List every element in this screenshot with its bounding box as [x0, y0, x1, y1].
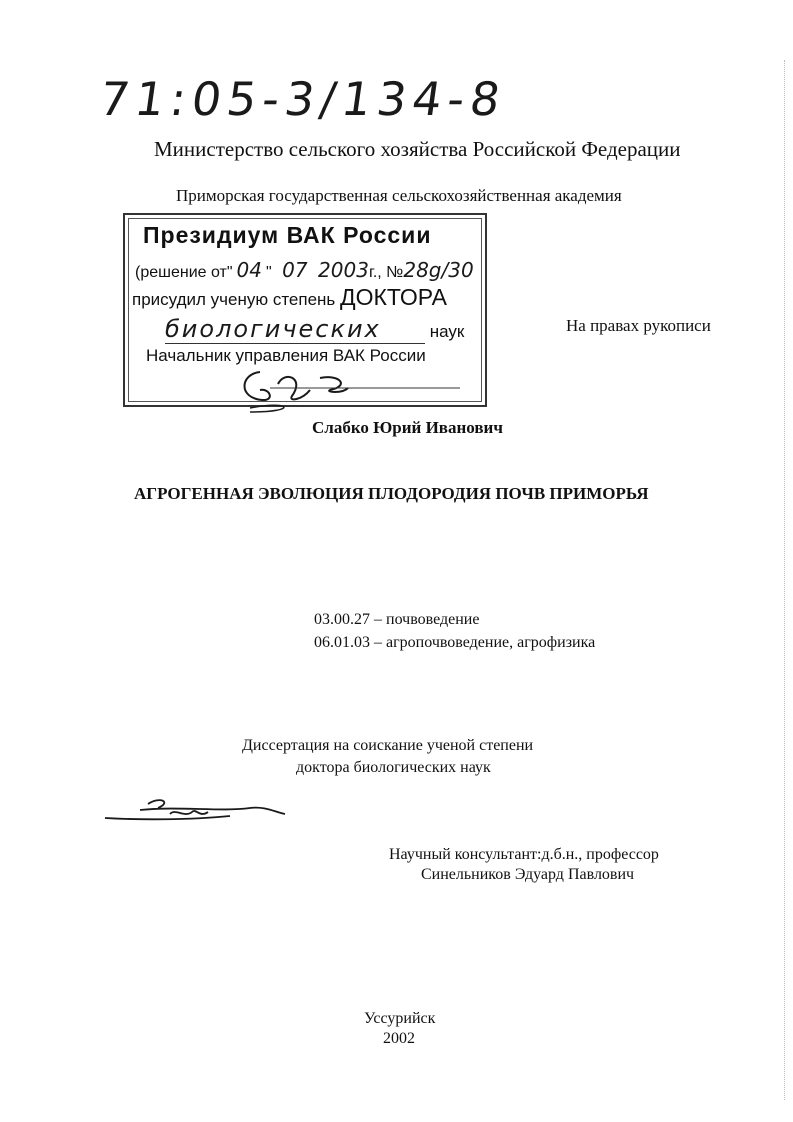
stamp-decision-number: 28g/30: [403, 258, 474, 282]
stamp-science-suffix: наук: [429, 322, 465, 341]
dissertation-type-line1: Диссертация на соискание ученой степени: [242, 737, 534, 754]
ministry-heading: Министерство сельского хозяйства Российской Федерации: [154, 137, 681, 161]
stamp-decision-day: 04: [236, 258, 262, 282]
author-name: Слабко Юрий Иванович: [312, 418, 503, 437]
stamp-decision-month: 07: [282, 258, 308, 282]
author-signature: [100, 790, 290, 830]
stamp-science-handwritten: биологических: [165, 315, 425, 344]
stamp-decision-line: [135, 258, 474, 282]
stamp-decision-quote-close: ": [266, 264, 272, 281]
rights-note: На правах рукописи: [566, 316, 711, 335]
archive-number: 71:05-3/134-8: [96, 72, 510, 126]
dissertation-type-line2: доктора биологических наук: [296, 759, 491, 776]
stamp-awarded-degree: ДОКТОРА: [340, 284, 447, 310]
stamp-signature: [230, 360, 470, 415]
year: 2002: [383, 1030, 415, 1047]
city: Уссурийск: [364, 1010, 436, 1027]
specialty-1: 03.00.27 – почвоведение: [314, 611, 480, 628]
stamp-awarded-line: [132, 284, 447, 311]
stamp-awarded-prefix: присудил ученую степень: [132, 290, 336, 309]
stamp-decision-number-prefix: г., №: [368, 264, 404, 281]
stamp-decision-year: 2003: [318, 258, 369, 282]
scan-edge-artifact: [784, 60, 787, 1100]
stamp-science-line: [165, 315, 464, 344]
dissertation-title: АГРОГЕННАЯ ЭВОЛЮЦИЯ ПЛОДОРОДИЯ ПОЧВ ПРИМОРЬЯ: [134, 484, 649, 503]
stamp-head-line: Начальник управления ВАК России: [146, 346, 426, 365]
stamp-title: Президиум ВАК России: [143, 222, 432, 248]
consultant-line1: Научный консультант:д.б.н., профессор: [389, 846, 659, 863]
stamp-decision-quote-open: ": [226, 264, 233, 281]
consultant-line2: Синельников Эдуард Павлович: [421, 866, 635, 883]
specialty-2: 06.01.03 – агропочвоведение, агрофизика: [314, 634, 596, 651]
academy-heading: Приморская государственная сельскохозяйственная академия: [176, 186, 622, 205]
stamp-decision-prefix: (решение от: [135, 264, 227, 281]
